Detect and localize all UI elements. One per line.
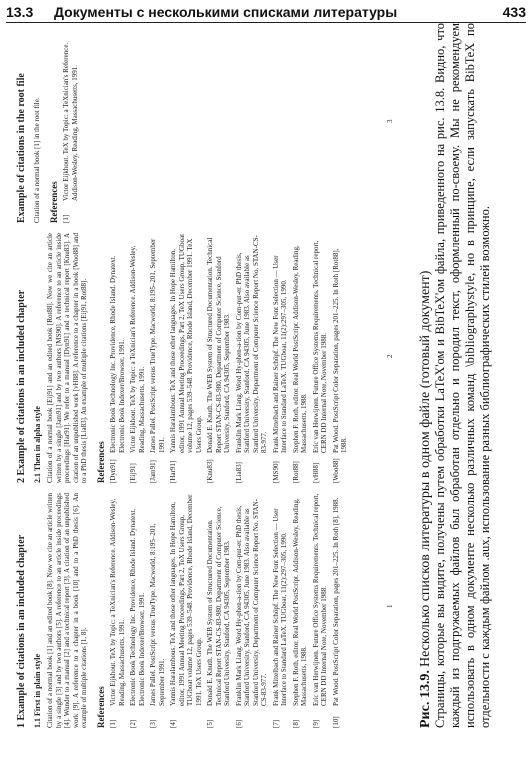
reference-text: James Pallel. PostScript versus TrueType. Macworld, 8:195–201, September 1991.: [149, 523, 166, 706]
body-text: Citation of a normal book [1] in the root file.: [33, 97, 41, 223]
reference-key: [4]: [169, 719, 177, 728]
reference-text: Victor Eijkhout. TeX by Topic: a TeXnician's Reference. Addison-Wesley, Reading, Massachusetts, 1991.: [129, 245, 146, 453]
reference-text: Yannis Haralambous. TeX and those other languages. In Hope Hamilton, editor, 1991 Annual Meeting Proceedings, Part 2, TeX Users Group, TUGboat volume 12, pages 539–548. Providence, Rhode Island, December 1991. TeX Users Group.: [169, 494, 203, 706]
reference-text: Donald E. Knuth. The WEB System of Structured Documentation. Technical Report STAN-CS-83-980, Department of Computer Science, Stanford University, Stanford, CA 94305, September 1983.: [206, 506, 231, 706]
root-heading: Example of citations in the root file: [16, 73, 27, 223]
reference-text: Donald E. Knuth. The WEB System of Structured Documentation. Technical Report STAN-CS-83-980, Department of Computer Science, Stanford University, Stanford, CA 94305, September 1983.: [206, 237, 231, 453]
reference-text: Electronic Book Technology Inc. Providence, Rhode Island. Dynatext. Electronic Book Indexer/Browser, 1991.: [129, 508, 146, 706]
reference-key: [vH88]: [311, 462, 320, 483]
caption-label: Рис. 13.9.: [418, 670, 433, 728]
figure-caption: [418, 23, 493, 728]
reference-key: [MS90]: [271, 461, 280, 483]
reference-text: Eric van Herwijnen. Future Office Systems Requirements. Technical report, CERN DD Internal Note, November 1988.: [311, 240, 328, 453]
reference-text: Electronic Book Technology Inc. Providence, Rhode Island. Dynatext. Electronic Book Indexer/Browser, 1991.: [109, 255, 126, 453]
reference-text: Franklin Mark Liang. Word Hy-phen-a-tion by Com-put-er. PhD thesis, Stanford University, Stanford, CA 94305, June 1983. Also available as Stanford University, Department of Computer Science Report No. STAN-CS-83-977.: [234, 499, 268, 706]
reference-key: [Rot88]: [291, 461, 300, 483]
reference-key: [10]: [331, 716, 340, 728]
reference-text: Victor Eijkhout. TeX by Topic: a TeXnician's Reference. Addison-Wesley, Reading, Massachusetts, 1991.: [62, 42, 79, 201]
reference-list: [109, 493, 340, 728]
body-text: Citation of a normal book [1] and an edited book [8]. Now we cite an article written by a single [3] and by two authors [5]. A reference to an article inside proceedings [4]. Wunder to a manual [2] and a technical report [3]. A citation of an unpublished work [9]. A reference to a chapter in a book [10] and to a PhD thesis [6]. An example of multiple citations [1, 8].: [46, 492, 88, 728]
reference-text: James Pallel. PostScript versus TrueType. Macworld, 8:195–201, September 1991.: [149, 238, 166, 453]
subsection-heading: 2.1 Then in alpha style: [33, 406, 42, 483]
reference-item: [109, 233, 126, 483]
reference-key: [Woo88]: [331, 458, 340, 483]
reference-list: [62, 23, 79, 223]
reference-text: Eric van Herwijnen. Future Office Systems Requirements. Technical report, CERN DD Internal Note, November 1988.: [311, 493, 328, 706]
reference-text: Franklin Mark Liang. Word Hy-phen-a-tion by Com-put-er. PhD thesis, Stanford University, Stanford, CA 94305, June 1983. Also available as Stanford University, Department of Computer Science Report No. STAN-CS-83-977.: [234, 235, 268, 453]
reference-text: Frank Mittelbach and Rainer Schöpf. The New Font Selection — User Interface to Standard LaTeX. TUGboat, 11(2):297–305, 1990.: [271, 508, 288, 706]
reference-item: [332, 493, 341, 728]
reference-key: [8]: [291, 719, 300, 728]
reference-item: [292, 493, 309, 728]
reference-list: [109, 233, 349, 483]
reference-key: [6]: [234, 719, 243, 728]
section-title: Документы с несколькими списками литературы: [54, 4, 398, 20]
page-folio: 3: [386, 119, 394, 123]
reference-key: [1]: [109, 719, 117, 728]
reference-item: [292, 233, 309, 483]
reference-text: Yannis Haralambous. TeX and those other languages. In Hope Hamilton, editor, 1991 Annual Meeting Proceedings, Part 2, TeX Users Group, TUGboat volume 12, pages 539–548. Providence, Rhode Island, December 1991. TeX Users Group.: [169, 233, 203, 453]
page-number: 433: [502, 4, 526, 20]
reference-key: [5]: [206, 719, 214, 728]
page-folio: 1: [386, 604, 394, 608]
reference-item: [206, 233, 232, 483]
reference-key: [Har91]: [169, 460, 177, 483]
reference-item: [312, 233, 329, 483]
reference-item: [149, 493, 166, 728]
chapter-heading: 2 Example of citations in an included chapter: [16, 289, 27, 483]
reference-item: [149, 233, 166, 483]
reference-text: Stephen F. Roth, editor. Real World PostScript. Addison-Wesley, Reading, Massachusetts, 1988.: [291, 245, 308, 453]
reference-key: [Dyn91]: [109, 459, 117, 483]
reference-item: [235, 233, 269, 483]
reference-text: Victor Eijkhout. TeX by Topic: a TeXnician's Reference. Addison-Wesley, Reading, Massachusetts, 1991.: [109, 498, 126, 706]
references-heading: References: [95, 686, 106, 728]
sample-page-3: [16, 23, 406, 223]
references-heading: References: [48, 181, 59, 223]
reference-text: Pat Wood. PostScript Color Separation, pages 201–225. In Roth [Rot88], 1988.: [331, 248, 348, 453]
reference-item: [129, 233, 146, 483]
sample-page-1: [16, 493, 406, 728]
body-text: Citation of a normal book [Eij91] and an edited book [Rot88]. Now we cite an article written by a single [Jam91] and by two authors [MS90]. A reference to an article inside proceedings [Har91]. We refer to a manual [Dyn91] and a technical report [Knu83]. A citation of an unpublished work [vH88]. A reference to a chapter in a book [Woo88] and to a PhD thesis [Lia83]. An example of multiple citations [Eij91, Rot88].: [46, 233, 88, 483]
reference-item: [169, 493, 203, 728]
reference-item: [272, 493, 289, 728]
reference-key: [1]: [62, 214, 70, 223]
reference-item: [62, 23, 79, 223]
sample-page-2: [16, 233, 406, 483]
reference-key: [7]: [271, 719, 280, 728]
reference-item: [169, 233, 203, 483]
reference-item: [332, 233, 349, 483]
reference-key: [Jam91]: [149, 460, 157, 483]
reference-text: Stephen F. Roth, editor. Real World PostScript. Addison-Wesley, Reading, Massachusetts, 1988.: [291, 498, 308, 706]
reference-key: [Lia83]: [234, 462, 243, 483]
reference-text: Frank Mittelbach and Rainer Schöpf. The New Font Selection — User Interface to Standard LaTeX. TUGboat, 11(2):297–305, 1990.: [271, 255, 288, 453]
reference-item: [235, 493, 269, 728]
rotated-figure: [10, 18, 520, 728]
sample-pages: [10, 18, 410, 728]
reference-item: [206, 493, 232, 728]
caption-title: Несколько списков литературы в одном файле (готовый документ): [418, 270, 433, 668]
reference-key: [3]: [149, 719, 157, 728]
reference-item: [109, 493, 126, 728]
chapter-heading: 1 Example of citations in an included chapter: [16, 534, 27, 728]
page-folio: 2: [386, 354, 394, 358]
section-number: 13.3: [6, 4, 34, 20]
caption-text: Страницы, которые вы видите, получены путем обработки LaTeX'ом и BibTeX'ом файла, приведенного на рис. 13.8. Видно, что каждый из подгружаемых файлов был обработан отдельно и породил текст, оформленный по-своему. Мы не рекомендуем использовать в одном документе несколько различных команд \bibliographystyle, но в принципе, если запускать BibTeX по отдельности с каждым файлом .aux, использование разных библиографических стилей возможно.: [433, 23, 492, 728]
reference-key: [9]: [311, 719, 320, 728]
reference-item: [312, 493, 329, 728]
reference-key: [2]: [129, 719, 137, 728]
reference-key: [Eij91]: [129, 463, 137, 483]
subsection-heading: 1.1 First in plain style: [33, 653, 42, 728]
reference-item: [272, 233, 289, 483]
reference-key: [Knu83]: [206, 459, 214, 483]
references-heading: References: [95, 441, 106, 483]
reference-text: Pat Wood. PostScript Color Separation, pages 201–225. In Roth [8], 1988.: [331, 497, 340, 706]
reference-item: [129, 493, 146, 728]
